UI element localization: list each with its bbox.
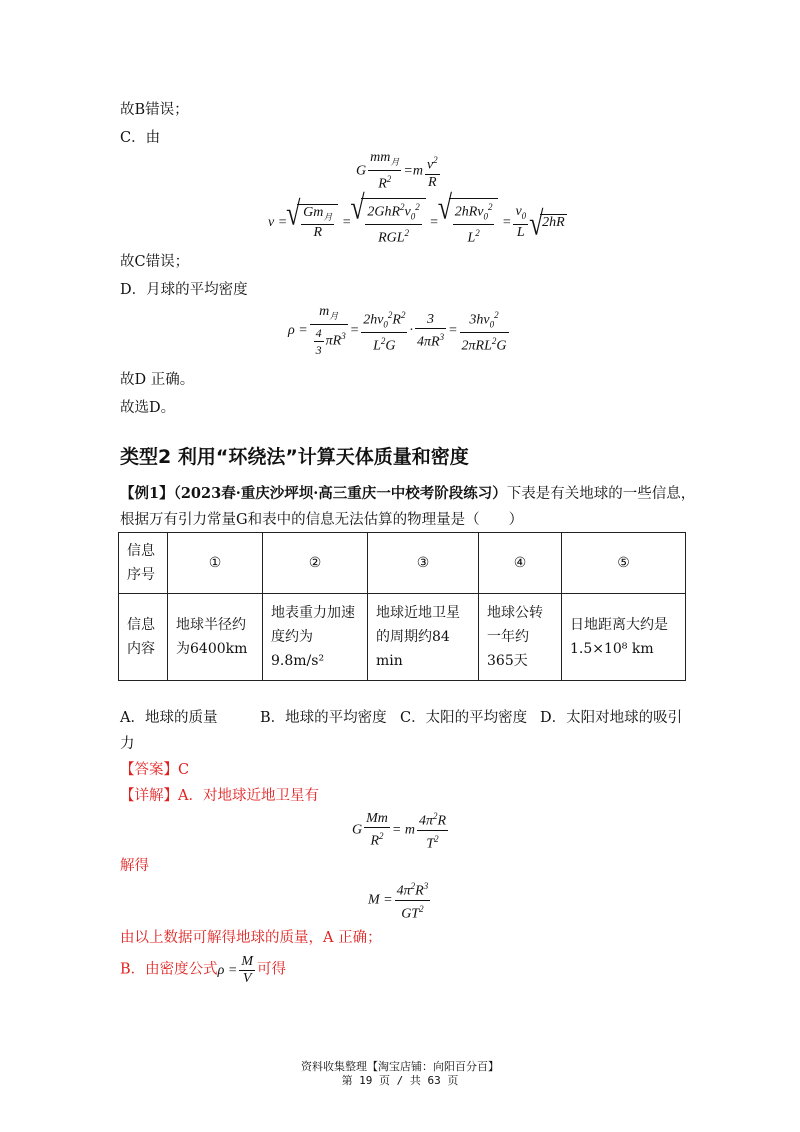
option-a: A．地球的质量 (120, 710, 218, 726)
table-row-contents (119, 594, 686, 681)
option-b: B．地球的平均密度 (260, 710, 387, 726)
footer-page-number: 第 19 页 / 共 63 页 (341, 1074, 459, 1087)
formula-satellite: G $\frac{Mm}{R^2}$ = m $\frac{4\pi^2R}{T^2}$ (352, 808, 450, 852)
text-choose: 故选D。 (120, 400, 176, 416)
formula-density-def: ρ = $\frac{M}{V}$ (217, 954, 253, 986)
table-cell-content: 地球公转一年约365天 (479, 594, 562, 681)
b-suffix: 可得 (257, 961, 286, 978)
option-c: C．太阳的平均密度 (400, 710, 528, 726)
analysis-line: 【详解】A．对地球近地卫星有 (120, 788, 319, 804)
table-cell-number: ⑤ (562, 533, 686, 594)
table-cell-content: 日地距离大约是1.5×10⁸ km (562, 594, 686, 681)
example-tag: 【例1】 (120, 485, 174, 502)
footer-source: 资料收集整理【淘宝店铺：向阳百分百】 (301, 1060, 499, 1073)
text-c-wrong: 故C错误； (120, 254, 190, 270)
formula-density: ρ = $m_月$ $\frac{4}{3}$ $\pi R^3$ = $\frac{2hv_0^2R^2}{L^2G}$ · $\frac{3}{4\pi R^3}$ = $\frac{3hv_0^2}{2\pi RL^2G}$ (288, 304, 507, 357)
table-row-numbers (119, 533, 686, 594)
example-source: （2023春·重庆沙坪坝·高三重庆一中校考阶段练习） (173, 485, 507, 502)
table-header-content: 信息内容 (119, 594, 168, 681)
section-heading: 类型2 利用“环绕法”计算天体质量和密度 (120, 446, 469, 468)
example-prompt-line2: 根据万有引力常量G和表中的信息无法估算的物理量是（ ） (120, 512, 524, 528)
text-d-correct: 故D 正确。 (120, 372, 195, 388)
solve-label: 解得 (120, 858, 149, 874)
option-d: D．太阳对地球的吸引 (540, 710, 683, 726)
table-cell-content: 地球半径约为6400km (168, 594, 263, 681)
formula-gravity-centripetal: G $\frac{mm_月}{R^2}$ =m $\frac{v^2}{R}$ (356, 150, 438, 192)
table-cell-content: 地表重力加速度约为9.8m/s² (263, 594, 368, 681)
conclusion-line: 由以上数据可解得地球的质量，A 正确； (120, 930, 382, 946)
table-header-number: 信息序号 (119, 533, 168, 594)
formula-velocity: v = √ $\frac{Gm_月}{R}$ = √ $\frac{2GhR^2v_0^2}{RGL^2}$ = √ $\frac{2hRv_0^2}{L^2}$ = $\frac{v_0}{L}$ √ 2hR (268, 198, 567, 247)
example-text-1: 下表是有关地球的一些信息， (506, 486, 696, 502)
text-c-by: C．由 (120, 130, 161, 146)
text-b-wrong: 故B错误； (120, 102, 189, 118)
answer-line: 【答案】C (120, 762, 190, 778)
b-prefix: B．由密度公式 (120, 961, 218, 978)
table-cell-content: 地球近地卫星的周期约84 min (368, 594, 479, 681)
text-d-intro: D．月球的平均密度 (120, 282, 248, 298)
option-d-continued: 力 (120, 736, 135, 752)
density-formula-line (120, 954, 286, 987)
example-prompt-line1 (120, 482, 695, 503)
formula-mass: M = $\frac{4\pi^2R^3}{GT^2}$ (368, 878, 432, 922)
table-cell-number: ④ (479, 533, 562, 594)
table-cell-number: ① (168, 533, 263, 594)
table-cell-number: ③ (368, 533, 479, 594)
table-cell-number: ② (263, 533, 368, 594)
info-table (118, 532, 686, 681)
